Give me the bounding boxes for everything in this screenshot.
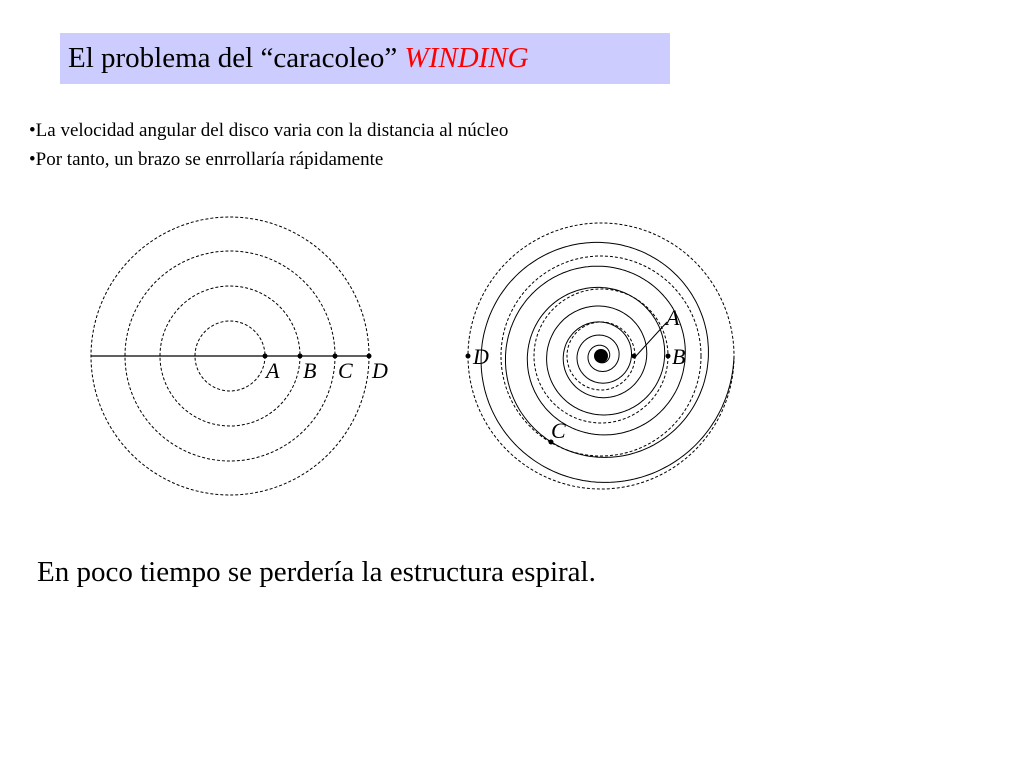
spiral-nucleus <box>594 349 608 363</box>
title-main: El problema del “caracoleo” <box>68 42 398 74</box>
label-b: B <box>672 344 686 369</box>
bullet-item: •La velocidad angular del disco varia con la distancia al núcleo <box>29 120 509 141</box>
left-diagram <box>91 217 369 495</box>
label-a: A <box>666 305 680 330</box>
conclusion-text: En poco tiempo se perdería la estructura espiral. <box>37 556 596 588</box>
label-a-leader <box>636 322 667 356</box>
point-b <box>666 354 671 359</box>
wound-spiral-arm <box>481 242 734 482</box>
label-d: D <box>473 344 489 369</box>
point-b <box>298 354 303 359</box>
bullet-item: •Por tanto, un brazo se enrrollaría rápidamente <box>29 149 384 170</box>
label-c: C <box>338 358 353 383</box>
label-d: D <box>372 358 388 383</box>
right-points <box>466 354 671 445</box>
label-b: B <box>303 358 317 383</box>
nucleus-core <box>594 349 608 363</box>
point-a <box>632 354 637 359</box>
label-a: A <box>266 358 280 383</box>
point-d <box>466 354 471 359</box>
label-c: C <box>551 418 566 443</box>
point-c <box>333 354 338 359</box>
title-accent: WINDING <box>404 42 529 74</box>
point-d <box>367 354 372 359</box>
